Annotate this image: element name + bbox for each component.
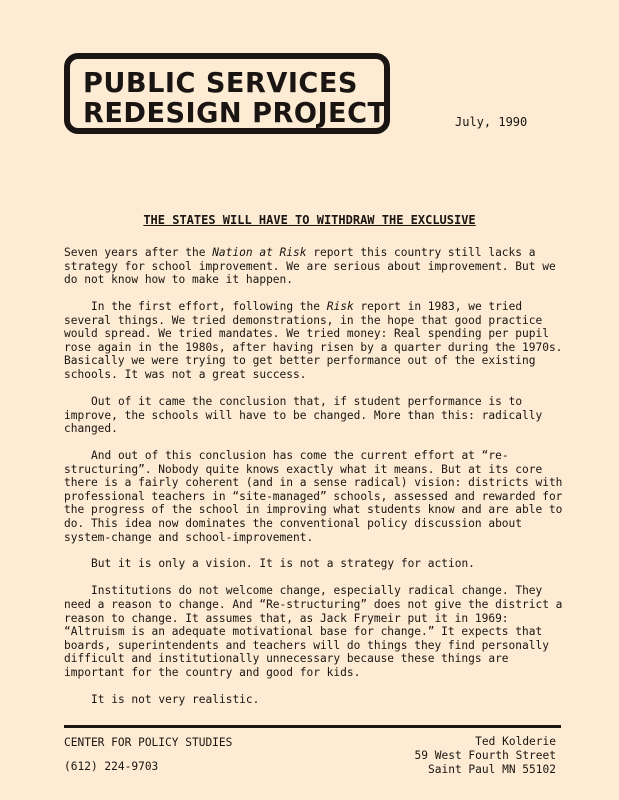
footer-divider: [64, 725, 561, 728]
footer-phone: (612) 224-9703: [64, 760, 159, 773]
masthead-line-2: REDESIGN PROJECT: [83, 96, 387, 129]
paragraph-4: And out of this conclusion has come the current effort at “re-structuring”. Nobody quite knows exactly what it means. But at its core there is a fairly coherent (and in a sense radical) vision: districts with professional teachers in “site-managed” schools, assessed and rewarded for the progress of the school in improving what students know and are able to do. This idea now dominates the conventional policy discussion about system-change and school-improvement.: [64, 449, 563, 544]
issue-date: July, 1990: [455, 115, 528, 129]
paragraph-7: It is not very realistic.: [91, 692, 260, 706]
paragraph-6: Institutions do not welcome change, especially radical change. They need a reason to change. And “Re-structuring” does not give the district a reason to change. It assumes that, as Jack Frymeir put it in 1969: “Altruism is an adequate motivational base for change.” It expects that boards, superintendents and teachers will do things they find personally difficult and institutionally unnecessary because these things are important for the country and good for kids.: [64, 584, 563, 679]
paragraph-3: Out of it came the conclusion that, if student performance is to improve, the schools will have to be changed. More than this: radically changed.: [64, 394, 543, 436]
city-state-zip: Saint Paul MN 55102: [428, 763, 556, 777]
masthead-line-1: PUBLIC SERVICES: [83, 66, 358, 99]
author-name: Ted Kolderie: [475, 735, 556, 748]
headline: THE STATES WILL HAVE TO WITHDRAW THE EXCLUSIVE: [143, 213, 476, 227]
masthead-logo: [64, 53, 390, 134]
paragraph-2: In the first effort, following the Risk report in 1983, we tried several things. We tried demonstrations, in the hope that good practice would spread. We tried mandates. We tried money: Real spending per pupil rose again in the 1980s, after having risen by a quarter during the 1970s. Basically we were trying to get better performance out of the existing schools. It was not a great success.: [64, 300, 563, 382]
publication-title: Nation at Risk: [212, 246, 307, 259]
paragraph-5: But it is only a vision. It is not a strategy for action.: [91, 557, 475, 571]
publication-title-short: Risk: [326, 300, 354, 314]
footer-address: [415, 735, 556, 778]
footer-organization: CENTER FOR POLICY STUDIES: [64, 736, 233, 749]
paragraph-1: Seven years after the Nation at Risk report this country still lacks a strategy for school improvement. We are serious about improvement. But we do not know how to make it happen.: [64, 246, 556, 287]
street-address: 59 West Fourth Street: [414, 749, 556, 763]
article-body: [64, 246, 564, 720]
